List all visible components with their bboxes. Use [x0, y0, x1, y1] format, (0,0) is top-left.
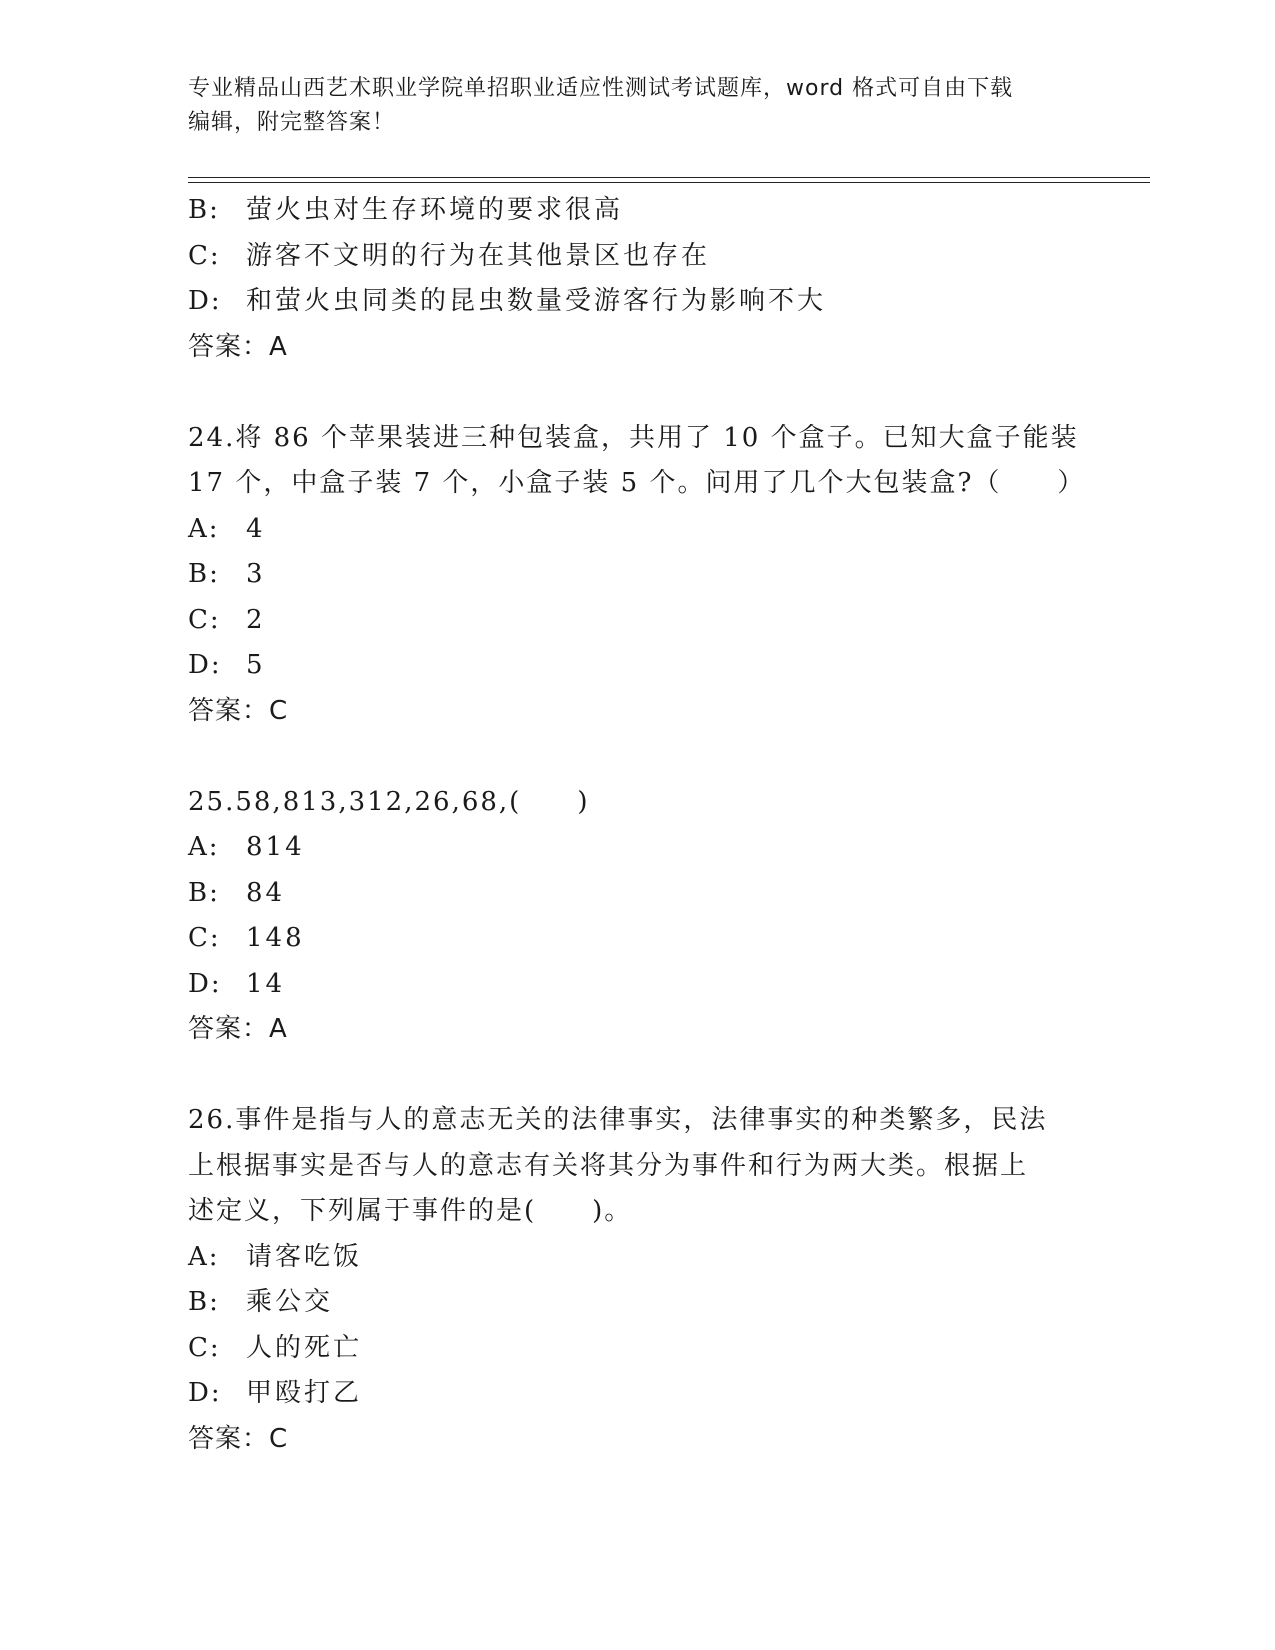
question-26: [188, 1098, 1088, 1462]
option-label: D:: [188, 968, 222, 999]
option-c: [188, 1326, 1088, 1372]
option-label: A:: [188, 832, 220, 862]
option-label: C:: [188, 923, 221, 953]
option-text: 14: [246, 968, 286, 999]
option-a: [188, 825, 1088, 871]
spacer: [188, 370, 1088, 416]
option-d: [188, 962, 1088, 1008]
option-text: 148: [246, 923, 305, 953]
option-d: [188, 643, 1088, 689]
question-23: [188, 188, 1088, 370]
option-c: [188, 598, 1088, 644]
option-b: [188, 188, 1088, 234]
spacer: [188, 734, 1088, 780]
option-text: 和萤火虫同类的昆虫数量受游客行为影响不大: [246, 286, 827, 316]
header-divider-top: [188, 177, 1150, 178]
answer: 答案：C: [188, 695, 289, 726]
option-label: D:: [188, 1378, 222, 1408]
header-line-2: 编辑，附完整答案！: [188, 110, 396, 135]
answer: 答案：A: [188, 331, 288, 362]
option-text: 814: [246, 832, 305, 862]
option-b: [188, 1280, 1088, 1326]
option-text: 乘公交: [246, 1287, 334, 1317]
question-text: 25.58,813,312,26,68,( ): [188, 786, 590, 817]
question-text: 26.事件是指与人的意志无关的法律事实，法律事实的种类繁多，民法: [188, 1105, 1048, 1135]
option-label: B:: [188, 1287, 220, 1317]
option-label: B:: [188, 877, 220, 908]
option-label: D:: [188, 650, 222, 680]
option-text: 甲殴打乙: [246, 1378, 363, 1408]
spacer: [188, 1053, 1088, 1099]
option-text: 2: [246, 604, 266, 635]
option-a: [188, 1235, 1088, 1281]
option-label: B:: [188, 195, 220, 225]
option-text: 游客不文明的行为在其他景区也存在: [246, 240, 711, 271]
option-label: D:: [188, 286, 222, 316]
question-25: [188, 780, 1088, 1053]
option-c: [188, 234, 1088, 280]
option-text: 人的死亡: [246, 1332, 363, 1363]
option-a: [188, 507, 1088, 553]
option-label: A:: [188, 1241, 220, 1272]
option-b: [188, 871, 1088, 917]
option-c: [188, 916, 1088, 962]
question-text: 17 个，中盒子装 7 个，小盒子装 5 个。问用了几个大包装盒?（ ）: [188, 468, 1086, 498]
option-text: 84: [246, 877, 286, 908]
answer: 答案：A: [188, 1014, 288, 1044]
option-label: C:: [188, 604, 221, 635]
question-text: 24.将 86 个苹果装进三种包装盒，共用了 10 个盒子。已知大盒子能装: [188, 422, 1079, 453]
option-text: 请客吃饭: [246, 1241, 363, 1272]
option-text: 5: [246, 650, 266, 680]
answer: 答案：C: [188, 1423, 289, 1454]
option-text: 4: [246, 513, 266, 544]
header-divider-bottom: [188, 182, 1150, 183]
question-text: 上根据事实是否与人的意志有关将其分为事件和行为两大类。根据上: [188, 1150, 1029, 1181]
question-list: [188, 188, 1088, 1462]
document-header: [188, 72, 1088, 140]
option-text: 3: [246, 559, 266, 589]
option-label: B:: [188, 559, 220, 589]
header-line-1: 专业精品山西艺术职业学院单招职业适应性测试考试题库，word 格式可自由下载: [188, 76, 1014, 101]
option-label: C:: [188, 1332, 221, 1363]
option-label: A:: [188, 513, 220, 544]
question-24: [188, 416, 1088, 735]
option-b: [188, 552, 1088, 598]
option-d: [188, 1371, 1088, 1417]
option-text: 萤火虫对生存环境的要求很高: [246, 195, 624, 225]
option-label: C:: [188, 240, 221, 271]
option-d: [188, 279, 1088, 325]
question-text: 述定义，下列属于事件的是( )。: [188, 1196, 633, 1226]
